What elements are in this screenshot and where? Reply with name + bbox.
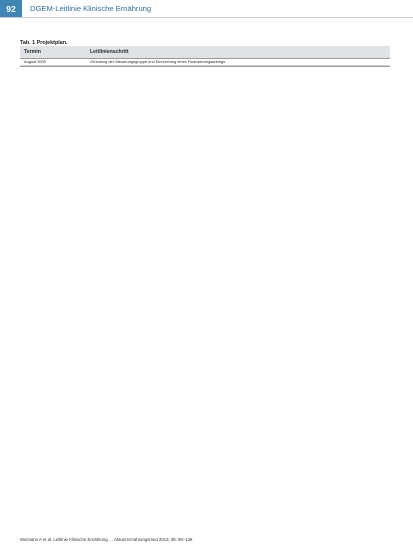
page-header	[0, 0, 413, 18]
column-header-date: Termin	[20, 46, 86, 59]
running-title: DGEM-Leitlinie Klinische Ernährung	[30, 4, 152, 13]
footer-citation: Weimann A et al. Leitlinie Klinische Ernährung … Aktuel Ernahrungsmed 2013; 38: 99–138	[20, 537, 193, 542]
table-end-rule	[20, 66, 390, 67]
project-plan-table-wrap	[20, 46, 390, 67]
table-header-row	[20, 46, 390, 59]
table-cell-step	[86, 59, 390, 66]
page-number: 92	[0, 0, 22, 17]
table-cell-date: August 2009	[20, 59, 86, 66]
project-plan-table	[20, 46, 390, 66]
table-cell-line: Gründung der Steuerungsgruppe und Einreichung eines Finanzierungsantrags	[90, 58, 226, 64]
table-body	[20, 59, 390, 66]
table-row	[20, 59, 390, 66]
table-caption: Tab. 1 Projektplan.	[20, 40, 68, 46]
column-header-step: Leitlinienschritt	[86, 46, 390, 59]
